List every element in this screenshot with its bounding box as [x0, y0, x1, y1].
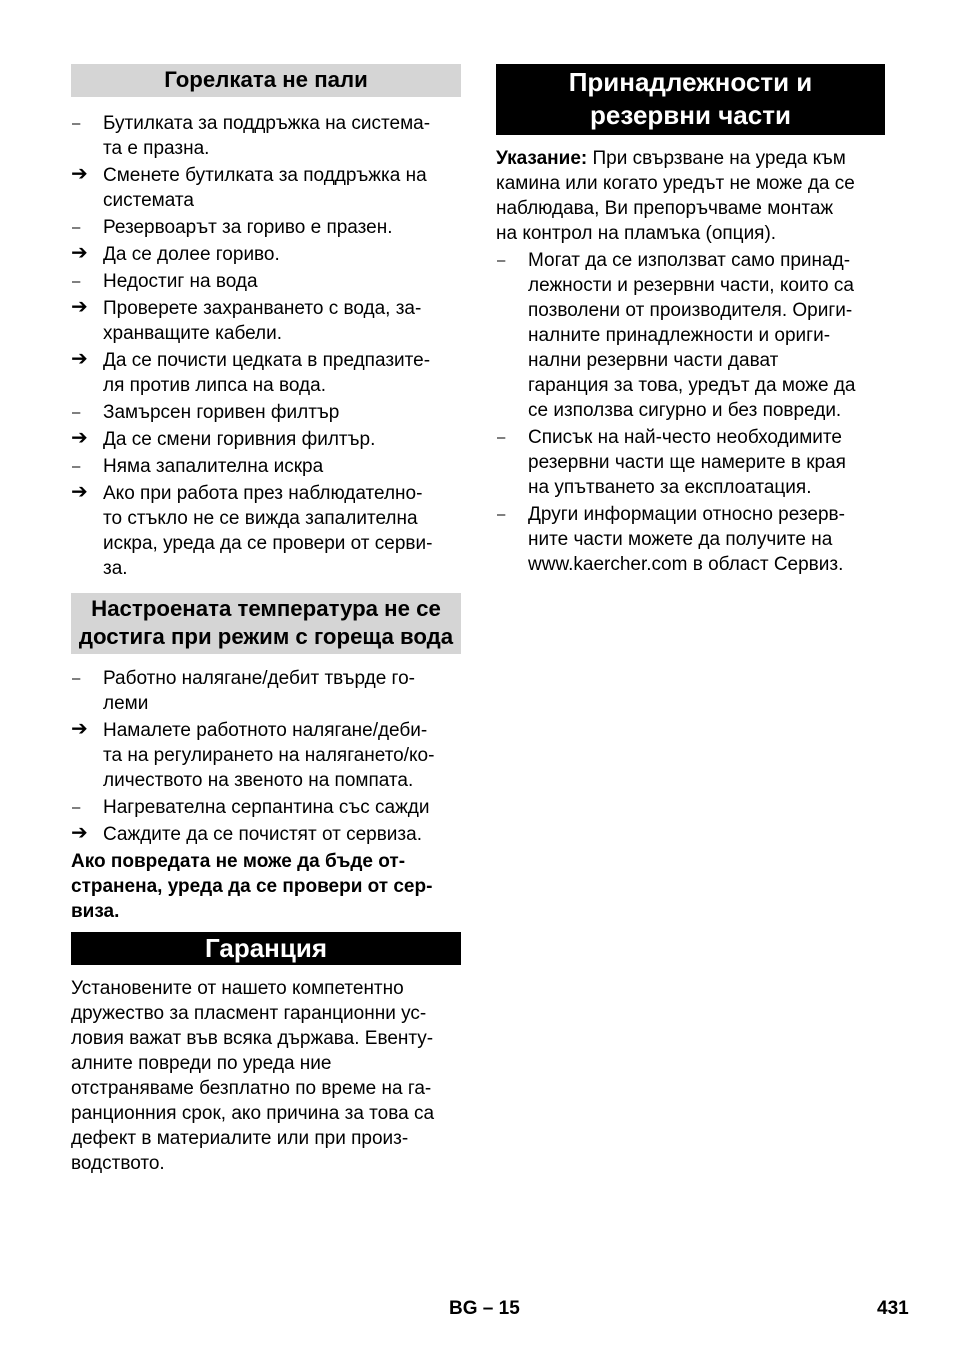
cause-item: [71, 269, 461, 294]
dash-icon: –: [72, 219, 81, 236]
heading-line: Принадлежности и: [568, 67, 813, 97]
arrow-right-icon: ➔: [71, 242, 88, 264]
item-text: [103, 165, 427, 211]
warranty-text: [71, 976, 461, 1176]
item-line: за.: [103, 558, 128, 579]
dash-icon: –: [72, 670, 81, 687]
action-item: [71, 296, 461, 346]
item-line: Списък на най-често необходимите: [528, 427, 842, 448]
item-line: Намалете работното налягане/деби-: [103, 720, 428, 741]
item-line: Резервоарът за гориво е празен.: [103, 217, 393, 238]
dash-icon: –: [497, 506, 506, 523]
left-column: [71, 64, 461, 1176]
item-text: [103, 350, 430, 396]
item-line: Проверете захранването с вода, за-: [103, 298, 422, 319]
arrow-right-icon: ➔: [71, 163, 88, 185]
action-item: [71, 481, 461, 581]
cause-item: [71, 454, 461, 479]
section-heading-warranty: Гаранция: [71, 932, 461, 965]
item-text: [103, 244, 280, 265]
dash-icon: –: [497, 429, 506, 446]
dash-icon: –: [72, 799, 81, 816]
item-line: резервни части ще намерите в края: [528, 452, 846, 473]
item-line: искра, уреда да се провери от серви-: [103, 533, 433, 554]
page-number: 431: [877, 1298, 909, 1319]
item-line: Други информации относно резерв-: [528, 504, 845, 525]
item-line: позволени от производителя. Ориги-: [528, 300, 853, 321]
note-line: виза.: [71, 901, 120, 922]
dash-icon: –: [497, 252, 506, 269]
item-text: [528, 250, 855, 421]
action-item: [71, 427, 461, 452]
section-heading-temperature: [71, 593, 461, 654]
item-text: [103, 113, 430, 159]
item-text: [103, 217, 393, 238]
item-line: леми: [103, 693, 149, 714]
note-line: странена, уреда да се провери от сер-: [71, 876, 433, 897]
text-line: Установените от нашето компетентно: [71, 978, 404, 999]
item-line: та на регулирането на налягането/ко-: [103, 745, 435, 766]
burner-fault-list: [71, 111, 461, 581]
heading-line: достига при режим с гореща вода: [78, 624, 454, 649]
item-line: Нагревателна серпантина със сажди: [103, 797, 430, 818]
accessories-note: [496, 146, 885, 246]
text-line: отстраняваме безплатно по време на га-: [71, 1078, 432, 1099]
item-line: то стъкло не се вижда запалителна: [103, 508, 418, 529]
note-line: камина или когато уредът не може да се: [496, 173, 855, 194]
item-line: та е празна.: [103, 138, 210, 159]
item-line: ните части можете да получите на: [528, 529, 833, 550]
item-line: Сменете бутилката за поддръжка на: [103, 165, 427, 186]
item-line: лежности и резервни части, които са: [528, 275, 854, 296]
accessories-list: [496, 248, 885, 577]
item-line: на упътването за експлоатация.: [528, 477, 812, 498]
item-line: Ако при работа през наблюдателно-: [103, 483, 423, 504]
note-line: наблюдава, Ви препоръчваме монтаж: [496, 198, 834, 219]
item-line: Бутилката за поддръжка на система-: [103, 113, 431, 134]
item-text: [103, 271, 258, 292]
item-text: [103, 483, 432, 579]
service-note: [71, 849, 461, 924]
item-line: системата: [103, 190, 194, 211]
note-line: Ако повредата не може да бъде от-: [71, 851, 406, 872]
temperature-fault-list: [71, 666, 461, 847]
text-line: дружество за пласмент гаранционни ус-: [71, 1003, 427, 1024]
item-line: нални резервни части дават: [528, 350, 779, 371]
text-line: ранционния срок, ако причина за това са: [71, 1103, 435, 1124]
item-line: ля против липса на вода.: [103, 375, 326, 396]
text-line: ловия важат във всяка държава. Евенту-: [71, 1028, 434, 1049]
item-text: [103, 429, 375, 450]
cause-item: [71, 795, 461, 820]
item-text: [103, 797, 430, 818]
note-label: Указание:: [496, 148, 588, 169]
page-label: BG – 15: [449, 1298, 520, 1319]
item-line: личеството на звеното на помпата.: [103, 770, 414, 791]
item-line: Да се почисти цедката в предпазите-: [103, 350, 431, 371]
section-heading-accessories: [496, 64, 885, 135]
item-line: www.kaercher.com в област Сервиз.: [528, 554, 844, 575]
text-line: дефект в материалите или при произ-: [71, 1128, 409, 1149]
dash-icon: –: [72, 404, 81, 421]
item-line: Могат да се използват само принад-: [528, 250, 851, 271]
item-line: Недостиг на вода: [103, 271, 258, 292]
item-line: Няма запалителна искра: [103, 456, 324, 477]
text-line: водството.: [71, 1153, 165, 1174]
action-item: [71, 163, 461, 213]
heading-line: резервни части: [590, 100, 791, 130]
right-column: [496, 64, 885, 579]
arrow-right-icon: ➔: [71, 481, 88, 503]
item-text: [103, 402, 339, 423]
heading-line: Настроената температура не се: [91, 596, 441, 621]
arrow-right-icon: ➔: [71, 427, 88, 449]
dash-icon: –: [72, 273, 81, 290]
item-text: [528, 504, 845, 575]
action-item: [71, 348, 461, 398]
text-line: алните повреди по уреда ние: [71, 1053, 332, 1074]
item-line: гаранция за това, уредът да може да: [528, 375, 856, 396]
action-item: [71, 822, 461, 847]
item-line: се използва сигурно и без повреди.: [528, 400, 842, 421]
arrow-right-icon: ➔: [71, 822, 88, 844]
item-line: Да се смени горивния филтър.: [103, 429, 376, 450]
item-line: хранващите кабели.: [103, 323, 283, 344]
item-line: Замърсен горивен филтър: [103, 402, 340, 423]
cause-item: [71, 111, 461, 161]
dash-icon: –: [72, 115, 81, 132]
arrow-right-icon: ➔: [71, 296, 88, 318]
item-text: [103, 720, 434, 791]
item-text: [528, 427, 846, 498]
cause-item: [496, 502, 885, 577]
cause-item: [71, 215, 461, 240]
cause-item: [71, 666, 461, 716]
item-line: Да се долее гориво.: [103, 244, 280, 265]
item-line: налните принадлежности и ориги-: [528, 325, 831, 346]
cause-item: [71, 400, 461, 425]
item-line: Работно налягане/дебит твърде го-: [103, 668, 415, 689]
dash-icon: –: [72, 458, 81, 475]
item-text: [103, 824, 422, 845]
cause-item: [496, 425, 885, 500]
arrow-right-icon: ➔: [71, 718, 88, 740]
action-item: [71, 718, 461, 793]
note-line: на контрол на пламъка (опция).: [496, 223, 777, 244]
item-text: [103, 298, 421, 344]
item-line: Саждите да се почистят от сервиза.: [103, 824, 422, 845]
item-text: [103, 456, 323, 477]
arrow-right-icon: ➔: [71, 348, 88, 370]
cause-item: [496, 248, 885, 423]
item-text: [103, 668, 415, 714]
note-line: При свързване на уреда към: [587, 148, 846, 169]
action-item: [71, 242, 461, 267]
section-heading-burner: Горелката не пали: [71, 64, 461, 97]
